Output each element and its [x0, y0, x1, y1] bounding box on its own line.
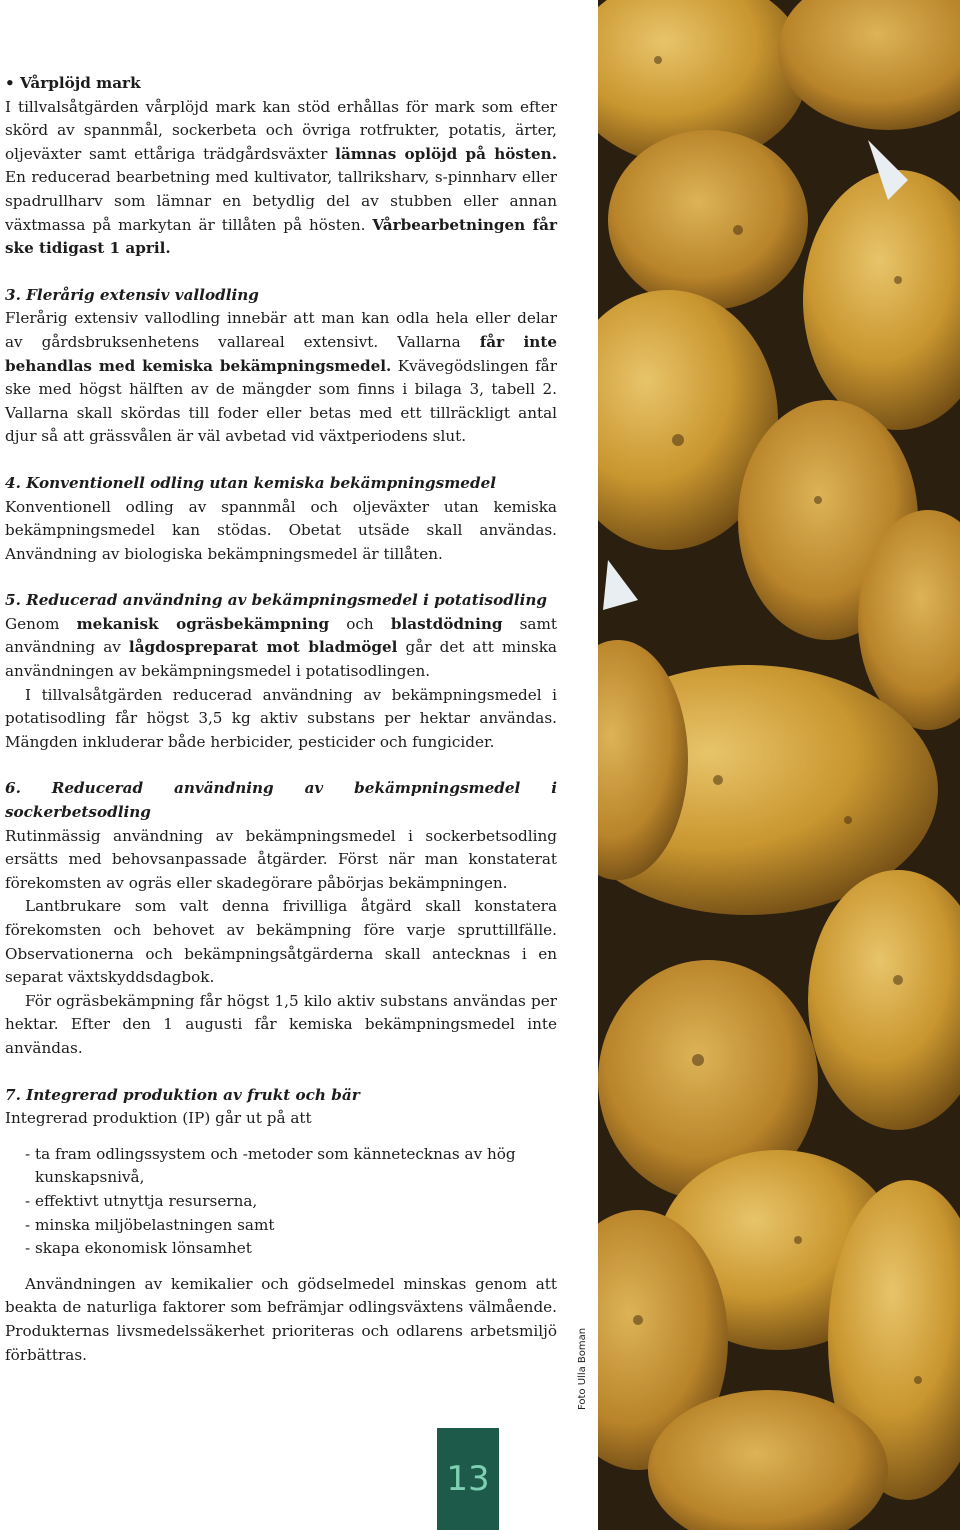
section-title: Konventionell odling utan kemiska bekämpningsmedel — [20, 473, 496, 492]
section-heading — [5, 472, 557, 496]
section-number: 7. — [5, 1085, 21, 1104]
paragraph: Användningen av kemikalier och gödselmedel minskas genom att beakta de naturliga faktorer som befrämjar odlingsväxtens välmående. Produkternas livsmedelssäkerhet prioriteras och odlarens arbetsmiljö förbättras. — [5, 1274, 557, 1364]
section-heading — [5, 1084, 557, 1108]
section-number: 4. — [5, 473, 21, 492]
photo-credit — [568, 1320, 598, 1410]
list-item: - skapa ekonomisk lönsamhet — [25, 1239, 252, 1258]
section-varplojd — [5, 72, 557, 261]
section-number: 5. — [5, 591, 21, 610]
paragraph: Rutinmässig användning av bekämpningsmedel i sockerbetsodling ersätts med behovsanpassade åtgärder. Först när man konstaterat förekomsten av ogräs eller skadegörare påbörjas bekämpningen. — [5, 826, 557, 892]
section-title: Reducerad användning av bekämpningsmedel i sockerbetsodling — [5, 779, 557, 822]
paragraph: Lantbrukare som valt denna frivilliga åtgärd skall konstatera förekomsten och behovet av bekämpning före varje spruttillfälle. Observationerna och bekämpningsåtgärderna skall antecknas i en separat växtskyddsdagbok. — [5, 897, 557, 987]
section-4 — [5, 472, 557, 566]
paragraph — [5, 613, 557, 684]
section-title: Reducerad användning av bekämpningsmedel i potatisodling — [20, 591, 548, 610]
section-title: Vårplöjd mark — [20, 74, 141, 92]
section-number: 3. — [5, 285, 21, 304]
text: Flerårig extensiv vallodling innebär att man kan odla hela eller delar av gårdsbruksenhetens vallareal extensivt. Vallarna — [5, 309, 557, 351]
photo-credit-text: Foto Ulla Boman — [577, 1327, 588, 1410]
section-6 — [5, 777, 557, 1060]
goal-list — [25, 1143, 557, 1261]
text: Kvävegödslingen får ske med högst hälften av de mängder som finns i bilaga 3, tabell 2. Vallarna skall skördas till foder eller betas med ett tillräckligt antal djur så att grässvålen är väl avbetad vid växtperiodens slut. — [5, 356, 557, 446]
text: går det att minska användningen av bekämpningsmedel i potatisodlingen. — [5, 638, 557, 681]
potatoes-photo — [598, 0, 960, 1530]
bold-text: blastdödning — [390, 614, 503, 633]
bold-text: mekanisk ogräsbekämpning — [76, 614, 330, 633]
text: och — [329, 614, 391, 633]
section-title: Flerårig extensiv vallodling — [20, 285, 259, 304]
list-item: - effektivt utnyttja resurserna, — [25, 1191, 258, 1210]
section-number: 6. — [5, 779, 21, 798]
section-heading — [5, 589, 557, 613]
section-title: Integrerad produktion av frukt och bär — [20, 1085, 360, 1104]
section-5 — [5, 589, 557, 754]
article-text — [5, 72, 557, 1390]
text: Genom — [5, 614, 77, 633]
paragraph: I tillvalsåtgärden reducerad användning av bekämpningsmedel i potatisodling får högst 3,5 kg aktiv substans per hektar användas. Mängden inkluderar både herbicider, pesticider och fungicider. — [5, 685, 557, 751]
text: En reducerad bearbetning med kultivator, tallriksharv, s-pinnharv eller spadrullharv som lämnar en betydlig del av stubben eller annan växtmassa på markytan är tillåten på hösten. — [5, 168, 557, 234]
bold-text: får inte behandlas med kemiska bekämpningsmedel. — [5, 332, 558, 375]
bold-text: lämnas oplöjd på hösten. — [335, 144, 557, 163]
list-item: - ta fram odlingssystem och -metoder som kännetecknas av hög kunskapsnivå, — [25, 1144, 516, 1187]
bullet: • — [5, 74, 20, 92]
section-heading — [5, 777, 557, 824]
bold-text: Vårbearbetningen får ske tidigast 1 april. — [5, 215, 557, 258]
section-heading — [5, 284, 557, 308]
page-number — [437, 1428, 499, 1530]
section-7 — [5, 1084, 557, 1368]
page-number-text: 13 — [446, 1459, 490, 1499]
section-3 — [5, 284, 557, 449]
paragraph — [5, 96, 557, 261]
bold-text: lågdospreparat mot bladmögel — [128, 638, 398, 657]
list-item: - minska miljöbelastningen samt — [25, 1215, 275, 1234]
paragraph: Integrerad produktion (IP) går ut på att — [5, 1109, 312, 1128]
text: I tillvalsåtgärden vårplöjd mark kan stöd erhållas för mark som efter skörd av spannmål, sockerbeta och övriga rotfrukter, potatis, ärter, oljeväxter samt ettåriga trädgårdsväxter — [5, 97, 557, 163]
paragraph — [5, 307, 557, 449]
paragraph: För ogräsbekämpning får högst 1,5 kilo aktiv substans användas per hektar. Efter den 1 augusti får kemiska bekämpningsmedel inte användas. — [5, 991, 557, 1057]
section-heading — [5, 72, 557, 96]
potatoes-illustration — [598, 0, 960, 1530]
paragraph: Konventionell odling av spannmål och oljeväxter utan kemiska bekämpningsmedel kan stödas. Obetat utsäde skall användas. Användning av biologiska bekämpningsmedel är tillåten. — [5, 497, 557, 563]
text: samt användning av — [5, 614, 557, 657]
